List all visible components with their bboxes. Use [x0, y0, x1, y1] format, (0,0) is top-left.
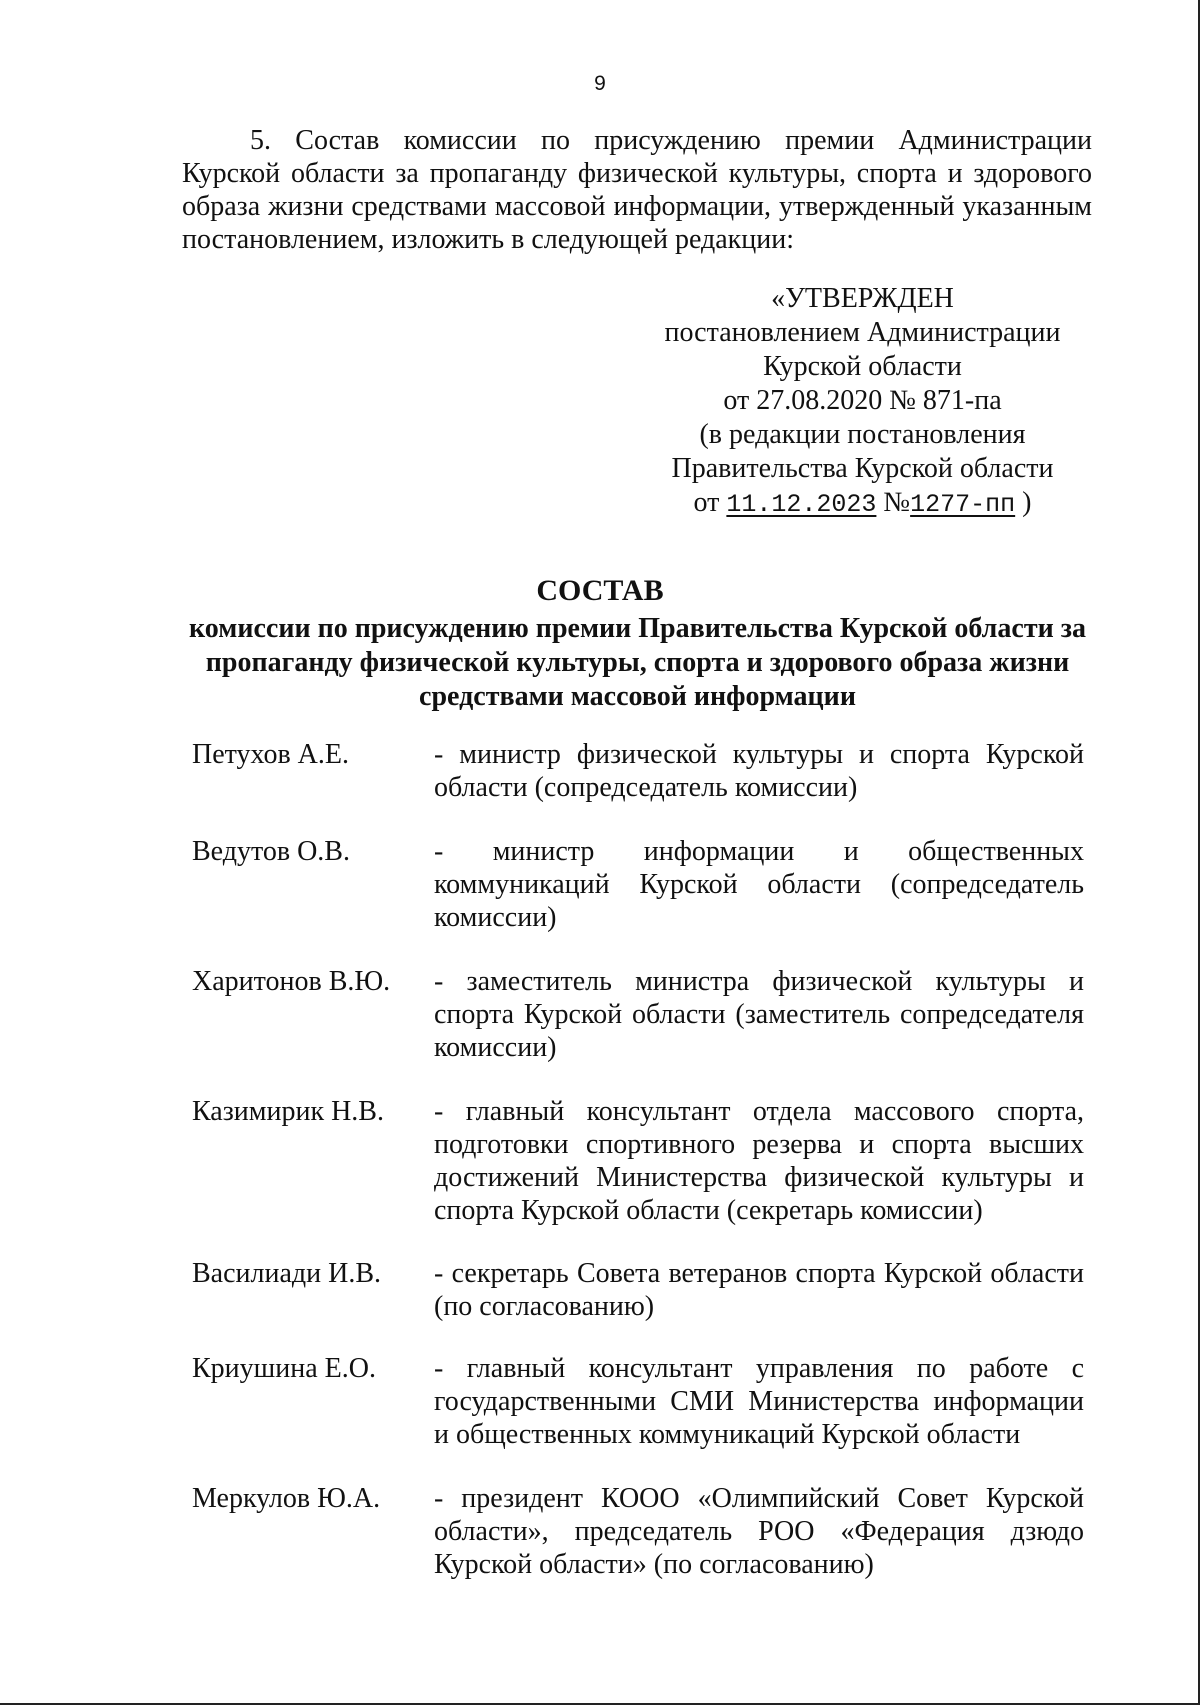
- member-row: [192, 965, 1084, 1095]
- member-row: [192, 835, 1084, 965]
- member-name: Харитонов В.Ю.: [192, 966, 391, 997]
- member-name: Петухов А.Е.: [192, 739, 349, 770]
- composition-subtitle: комиссии по присуждению премии Правительства Курской области за пропаганду физической культуры, спорта и здорового образа жизни средствами массовой информации: [189, 613, 1086, 712]
- intro-paragraph: 5. Состав комиссии по присуждению премии Администрации Курской области за пропаганду физической культуры, спорта и здорового образа жизни средствами массовой информации, утвержденный указанным постановлением, изложить в следующей редакции:: [182, 125, 1092, 255]
- member-name: Меркулов Ю.А.: [192, 1483, 381, 1514]
- members-list: [192, 738, 1084, 1581]
- member-role: - заместитель министра физической культуры и спорта Курской области (заместитель сопредседателя комиссии): [434, 966, 1084, 1063]
- member-role: - секретарь Совета ветеранов спорта Курской области (по согласованию): [434, 1258, 1084, 1322]
- approval-number-prefix: №: [883, 487, 911, 518]
- member-name: Василиади И.В.: [192, 1258, 382, 1289]
- member-row: [192, 1257, 1084, 1352]
- approval-date-value: 11.12.2023: [726, 490, 877, 519]
- member-row: [192, 1482, 1084, 1581]
- approval-line-1: «УТВЕРЖДЕН: [771, 283, 954, 314]
- member-name: Криушина Е.О.: [192, 1353, 376, 1384]
- approval-date-prefix: от: [693, 487, 720, 518]
- approval-stamp: [650, 282, 1075, 522]
- member-role: - министр информации и общественных коммуникаций Курской области (сопредседатель комиссии): [434, 836, 1084, 933]
- member-name: Ведутов О.В.: [192, 836, 350, 867]
- approval-number-value: 1277-пп: [910, 490, 1016, 519]
- approval-line-6: Правительства Курской области: [671, 453, 1054, 484]
- composition-title: СОСТАВ: [536, 574, 664, 607]
- member-row: [192, 1352, 1084, 1482]
- member-role: - президент КООО «Олимпийский Совет Курской области», председатель РОО «Федерация дзюдо Курской области» (по согласованию): [434, 1483, 1084, 1580]
- member-role: - главный консультант отдела массового спорта, подготовки спортивного резерва и спорта высших достижений Министерства физической культуры и спорта Курской области (секретарь комиссии): [434, 1096, 1084, 1226]
- member-row: [192, 1095, 1084, 1257]
- approval-closing: ): [1022, 487, 1032, 518]
- approval-line-7: [650, 486, 1075, 522]
- member-role: - главный консультант управления по работе с государственными СМИ Министерства информации и общественных коммуникаций Курской области: [434, 1353, 1084, 1450]
- approval-line-3: Курской области: [763, 351, 962, 382]
- approval-line-5: (в редакции постановления: [699, 419, 1026, 450]
- approval-line-4: от 27.08.2020 № 871-па: [723, 385, 1002, 416]
- member-row: [192, 738, 1084, 835]
- member-role: - министр физической культуры и спорта Курской области (сопредседатель комиссии): [434, 739, 1084, 803]
- member-name: Казимирик Н.В.: [192, 1096, 384, 1127]
- approval-line-2: постановлением Администрации: [664, 317, 1061, 348]
- page-number: 9: [594, 72, 606, 95]
